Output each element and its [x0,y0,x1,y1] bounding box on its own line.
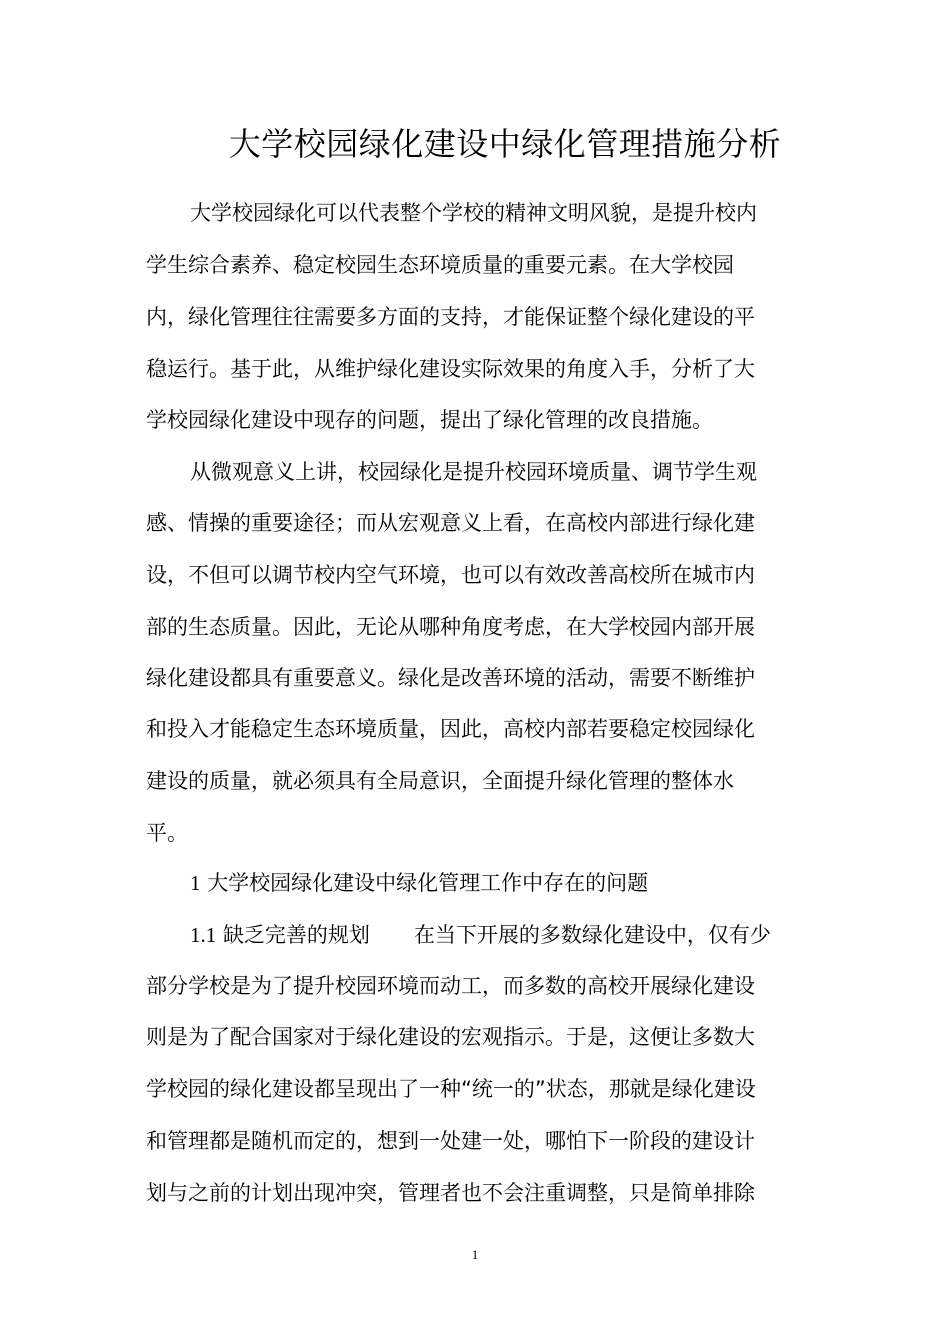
paragraph-line: 大学校园绿化可以代表整个学校的精神文明风貌，是提升校内 [190,201,757,225]
paragraph-line: 和管理都是随机而定的，想到一处建一处，哪怕下一阶段的建设计 [146,1129,755,1153]
subsection-heading: 缺乏完善的规划 [222,923,370,947]
paragraph-line: 划与之前的计划出现冲突，管理者也不会注重调整，只是简单排除 [146,1181,755,1205]
paragraph-line: 从微观意义上讲，校园绿化是提升校园环境质量、调节学生观 [190,460,757,484]
paragraph-line: 学生综合素养、稳定校园生态环境质量的重要元素。在大学校园 [146,253,734,277]
subsection-number: 1.1 [190,923,217,947]
paragraph-line: 则是为了配合国家对于绿化建设的宏观指示。于是，这便让多数大 [146,1025,755,1049]
section-heading [190,868,648,898]
paragraph-line: 平。 [146,821,188,845]
paragraph-line: 部分学校是为了提升校园环境而动工，而多数的高校开展绿化建设 [146,974,755,998]
paragraph-line: 学校园的绿化建设都呈现出了一种“统一的”状态，那就是绿化建设 [146,1077,756,1101]
paragraph-line: 学校园绿化建设中现存的问题，提出了绿化管理的改良措施。 [146,408,713,432]
paragraph-line: 稳运行。基于此，从维护绿化建设实际效果的角度入手，分析了大 [146,357,755,381]
page-title: 大学校园绿化建设中绿化管理措施分析 [228,125,782,163]
paragraph-line: 建设的质量，就必须具有全局意识，全面提升绿化管理的整体水 [146,769,734,793]
section-heading-text: 大学校园绿化建设中绿化管理工作中存在的问题 [207,871,649,895]
paragraph-line: 感、情操的重要途径；而从宏观意义上看，在高校内部进行绿化建 [146,511,755,535]
page-number: 1 [471,1247,479,1262]
paragraph-line: 和投入才能稳定生态环境质量，因此，高校内部若要稳定校园绿化 [146,717,755,741]
subsection-line: 在当下开展的多数绿化建设中，仅有少 [413,923,771,947]
paragraph-line: 内，绿化管理往往需要多方面的支持，才能保证整个绿化建设的平 [146,305,755,329]
paragraph-line: 设，不但可以调节校内空气环境，也可以有效改善高校所在城市内 [146,563,755,587]
subsection-first-line [190,920,771,950]
paragraph-line: 绿化建设都具有重要意义。绿化是改善环境的活动，需要不断维护 [146,666,755,690]
paragraph-line: 部的生态质量。因此，无论从哪种角度考虑，在大学校园内部开展 [146,615,755,639]
section-number: 1 [190,871,201,895]
